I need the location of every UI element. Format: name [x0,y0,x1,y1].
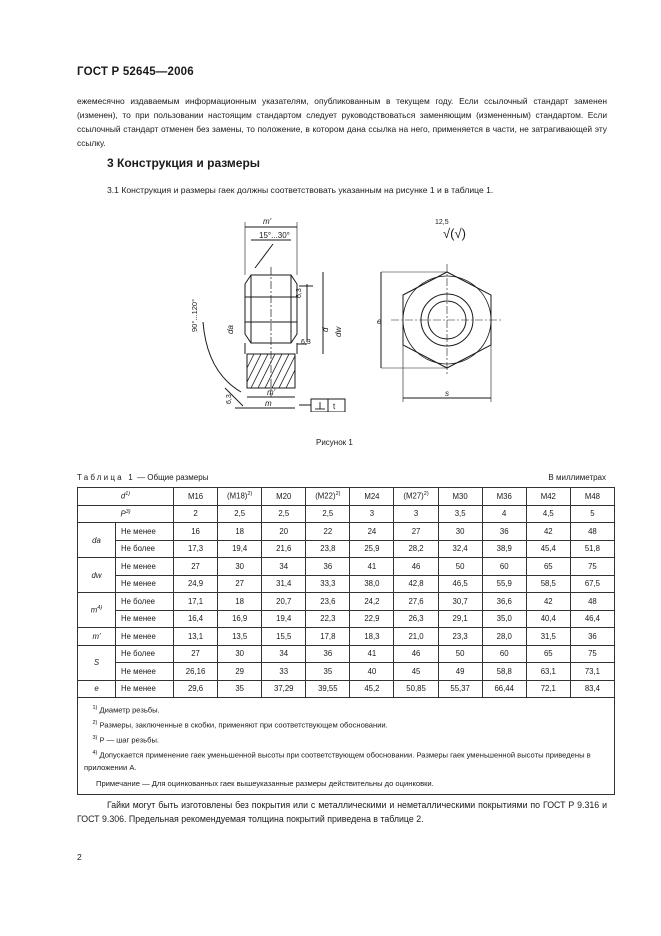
value-cell: 17,1 [174,593,218,611]
value-cell: 18 [218,593,262,611]
document-header: ГОСТ Р 52645—2006 [77,66,194,78]
limit-cell: Не менее [116,663,174,681]
value-cell: 16,9 [218,610,262,628]
value-cell: 41 [350,558,394,576]
value-cell: 72,1 [526,680,570,698]
label-dw: dw [334,326,343,337]
value-cell: 58,5 [526,575,570,593]
limit-cell: Не менее [116,575,174,593]
value-cell: 36 [570,628,614,646]
table-row [78,663,615,681]
notes-row [78,698,615,795]
value-cell: 42 [526,523,570,541]
value-cell: 27 [174,558,218,576]
pitch-cell: 2,5 [218,505,262,523]
value-cell: 39,55 [306,680,350,698]
value-cell: 73,1 [570,663,614,681]
roughness-value: 12,5 [435,219,449,226]
value-cell: 24 [350,523,394,541]
pitch-cell: 5 [570,505,614,523]
value-cell: 18 [218,523,262,541]
value-cell: 37,29 [262,680,306,698]
value-cell: 13,5 [218,628,262,646]
value-cell: 21,6 [262,540,306,558]
limit-cell: Не более [116,593,174,611]
label-tolerance-t: t [333,402,336,411]
value-cell: 49 [438,663,482,681]
value-cell: 19,4 [262,610,306,628]
row-diameter [78,488,615,506]
value-cell: 75 [570,645,614,663]
value-cell: 55,9 [482,575,526,593]
value-cell: 65 [526,645,570,663]
value-cell: 36 [306,558,350,576]
value-cell: 20,7 [262,593,306,611]
value-cell: 30,7 [438,593,482,611]
value-cell: 60 [482,558,526,576]
value-cell: 38,0 [350,575,394,593]
value-cell: 30 [438,523,482,541]
size-cell: $(М22)^{2)}$ [306,488,350,506]
intro-paragraph: ежемесячно издаваемым информационным указателям, опубликованным в текущем году. Если ссылочный стандарт заменен (изменен), то при пользовании настоящим стандартом следует руководствоваться заменяющим (измененным) стандартом. Если ссылочный стандарт отменен без замены, то положение, в котором дана ссылка на него, применяется в части, не затрагивающей эту ссылку. [77,96,607,148]
value-cell: 17,3 [174,540,218,558]
value-cell: 23,6 [306,593,350,611]
value-cell: 65 [526,558,570,576]
pitch-cell: 2 [174,505,218,523]
value-cell: 50 [438,558,482,576]
value-cell: 13,1 [174,628,218,646]
value-cell: 28,2 [394,540,438,558]
value-cell: 27,6 [394,593,438,611]
value-cell: 27 [174,645,218,663]
value-cell: 75 [570,558,614,576]
pitch-cell: 4 [482,505,526,523]
table-caption [77,473,208,482]
roughness-symbol: √(√) [443,226,466,241]
value-cell: 23,8 [306,540,350,558]
footnote: $^{1)}$ Диаметр резьбы. [92,705,160,715]
limit-cell: Не менее [116,610,174,628]
value-cell: 66,44 [482,680,526,698]
value-cell: 29,6 [174,680,218,698]
value-cell: 36,6 [482,593,526,611]
clause-3-1: 3.1 Конструкция и размеры гаек должны соответствовать указанным на рисунке 1 и в таблице 1. [107,185,494,195]
value-cell: 41 [350,645,394,663]
value-cell: 33,3 [306,575,350,593]
value-cell: 38,9 [482,540,526,558]
value-cell: 31,5 [526,628,570,646]
value-cell: 30 [218,645,262,663]
table-caption-text: — Общие размеры [134,473,209,482]
value-cell: 22 [306,523,350,541]
size-cell: М16 [174,488,218,506]
value-cell: 24,2 [350,593,394,611]
table-row [78,610,615,628]
label-roughness-b: 6,3 [301,339,311,346]
value-cell: 15,5 [262,628,306,646]
value-cell: 18,3 [350,628,394,646]
pitch-cell: 3 [394,505,438,523]
table-row [78,680,615,698]
value-cell: 83,4 [570,680,614,698]
value-cell: 30 [218,558,262,576]
value-cell: 40 [350,663,394,681]
label-e: e [377,317,382,326]
value-cell: 63,1 [526,663,570,681]
value-cell: 33 [262,663,306,681]
header-d: $d^{1)}$ [78,488,174,506]
limit-cell: Не менее [116,523,174,541]
row-pitch [78,505,615,523]
limit-cell: Не менее [116,628,174,646]
value-cell: 16 [174,523,218,541]
label-s: s [445,389,449,398]
limit-cell: Не более [116,645,174,663]
value-cell: 45 [394,663,438,681]
footnote: $^{3)}$ P — шаг резьбы. [92,735,160,745]
dimensions-table [77,487,615,795]
limit-cell: Не менее [116,680,174,698]
value-cell: 28,0 [482,628,526,646]
page-number: 2 [77,852,82,862]
table-row [78,558,615,576]
value-cell: 27 [394,523,438,541]
value-cell: 40,4 [526,610,570,628]
value-cell: 35,0 [482,610,526,628]
section-title: 3 Конструкция и размеры [107,156,261,170]
value-cell: 36 [482,523,526,541]
limit-cell: Не менее [116,558,174,576]
value-cell: 20 [262,523,306,541]
value-cell: 29 [218,663,262,681]
value-cell: 35 [218,680,262,698]
symbol-cell: S [78,645,116,680]
table-caption-prefix: Таблица 1 [77,473,135,482]
size-cell: $(М27)^{2)}$ [394,488,438,506]
label-roughness-a: 6,3 [296,288,303,298]
value-cell: 26,16 [174,663,218,681]
value-cell: 29,1 [438,610,482,628]
table-row [78,628,615,646]
footnote: $^{2)}$ Размеры, заключенные в скобки, применяют при соответствующем обосновании. [92,720,388,730]
pitch-cell: 3,5 [438,505,482,523]
label-chamfer-angle: 15°...30° [259,231,290,240]
value-cell: 48 [570,593,614,611]
size-cell: М30 [438,488,482,506]
label-m-prime-bot: m' [267,388,276,397]
value-cell: 34 [262,645,306,663]
size-cell: М48 [570,488,614,506]
value-cell: 45,4 [526,540,570,558]
pitch-cell: 2,5 [306,505,350,523]
label-da: dа [226,325,235,334]
value-cell: 48 [570,523,614,541]
value-cell: 34 [262,558,306,576]
value-cell: 27 [218,575,262,593]
value-cell: 58,8 [482,663,526,681]
value-cell: 46,5 [438,575,482,593]
label-roughness-c: 6,3 [226,394,233,404]
value-cell: 36 [306,645,350,663]
value-cell: 16,4 [174,610,218,628]
header-p: $P^{3)}$ [78,505,174,523]
table-units: В миллиметрах [548,473,606,482]
pitch-cell: 3 [350,505,394,523]
table-footnotes [78,698,615,795]
figure-caption: Рисунок 1 [316,438,353,447]
size-cell: М42 [526,488,570,506]
pitch-cell: 4,5 [526,505,570,523]
table-row [78,593,615,611]
value-cell: 22,3 [306,610,350,628]
value-cell: 46,4 [570,610,614,628]
symbol-cell: dw [78,558,116,593]
value-cell: 23,3 [438,628,482,646]
value-cell: 17,8 [306,628,350,646]
value-cell: 21,0 [394,628,438,646]
label-m-prime-top: m' [263,217,272,226]
value-cell: 26,3 [394,610,438,628]
footnote: $^{4)}$ Допускается применение гаек уменьшенной высоты при соответствующем обосновании. Размеры гаек уменьшенной высоты приведены в приложении А. [84,750,591,773]
value-cell: 50,85 [394,680,438,698]
value-cell: 46 [394,558,438,576]
limit-cell: Не более [116,540,174,558]
table-row [78,523,615,541]
label-m: m [265,399,272,408]
perpendicularity-icon [315,402,325,409]
value-cell: 51,8 [570,540,614,558]
table-row [78,645,615,663]
pitch-cell: 2,5 [262,505,306,523]
value-cell: 31,4 [262,575,306,593]
table-row [78,575,615,593]
value-cell: 67,5 [570,575,614,593]
value-cell: 24,9 [174,575,218,593]
closing-paragraph: Гайки могут быть изготовлены без покрытия или с металлическими и неметаллическими покрытиями по ГОСТ Р 9.316 и ГОСТ 9.306. Предельная рекомендуемая толщина покрытий приведена в таблице 2. [77,800,607,824]
value-cell: 22,9 [350,610,394,628]
value-cell: 46 [394,645,438,663]
value-cell: 32,4 [438,540,482,558]
value-cell: 19,4 [218,540,262,558]
value-cell: 45,2 [350,680,394,698]
label-angle: 90°...120° [190,298,199,332]
value-cell: 35 [306,663,350,681]
size-cell: М36 [482,488,526,506]
value-cell: 42,8 [394,575,438,593]
nut-drawing [185,212,545,412]
symbol-cell: m' [78,628,116,646]
label-d: d [321,327,330,332]
symbol-cell: da [78,523,116,558]
value-cell: 50 [438,645,482,663]
value-cell: 60 [482,645,526,663]
table-row [78,540,615,558]
table-note: Примечание — Для оцинкованных гаек вышеуказанные размеры действительны до оцинковки. [96,778,434,788]
value-cell: 55,37 [438,680,482,698]
symbol-cell: e [78,680,116,698]
symbol-cell: $m^{4)}$ [78,593,116,628]
value-cell: 42 [526,593,570,611]
value-cell: 25,9 [350,540,394,558]
size-cell: М24 [350,488,394,506]
size-cell: $(М18)^{2)}$ [218,488,262,506]
size-cell: М20 [262,488,306,506]
